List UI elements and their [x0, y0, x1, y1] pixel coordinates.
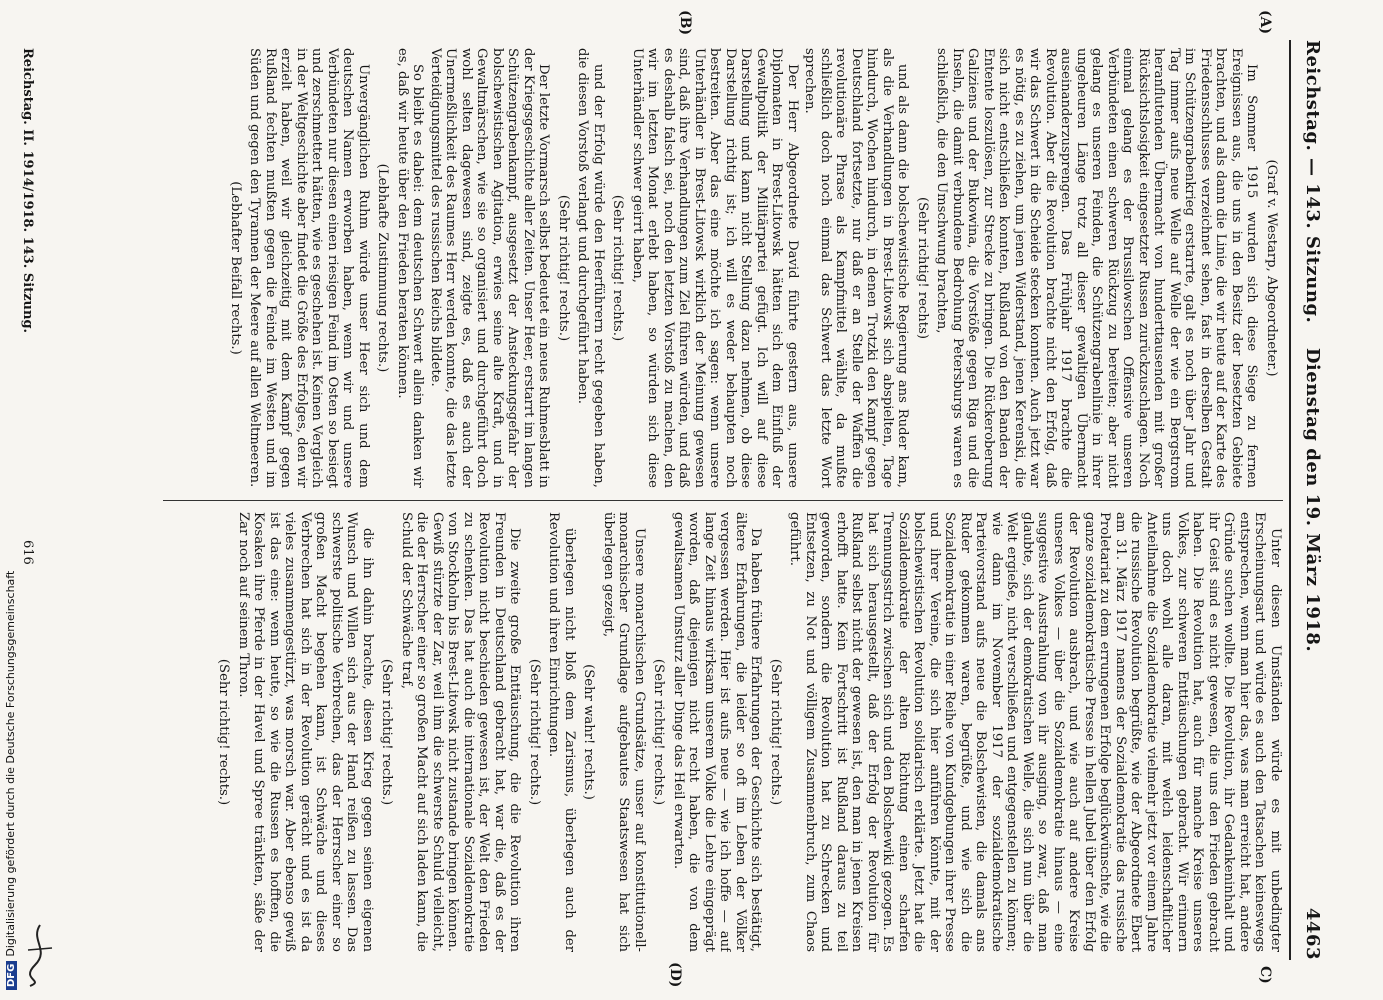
footer-left: Reichstag. II. 1914/1918. 143. Sitzung.: [20, 48, 35, 334]
paragraph: Die zweite große Enttäuschung, die die Revolution ihren Freunden in Deutschland gebracht hat, war die, daß es der Revolution nicht beschieden gewesen ist, der Welt den Frieden zu schenken. Das hat auch die internationale Sozialdemokratie von Stockholm bis Brest-Litowsk nicht zustande bringen können. Gewiß stürzte der Zar, weil ihm die schwerste Schuld vielleicht, die der Herrscher einer so großen Macht auf sich laden kann, die Schuld der Schwäche traf,: [399, 512, 523, 952]
handwritten-mark-icon: [20, 920, 60, 990]
interjection: (Lebhafte Zustimmung rechts.): [375, 163, 391, 373]
dfg-logo: DFG: [6, 961, 17, 990]
interjection: (Sehr richtig! rechts.): [556, 194, 571, 342]
column-divider: [163, 500, 1283, 501]
paragraph: Unsere monarchischen Grundsätze, unser auf konstitutionell-monarchischer Grundlage aufgebautes Staatswesen hat sich überlegen gezeigt,: [601, 512, 647, 952]
paragraph: Der letzte Vormarsch selbst bedeutet ein neues Ruhmesblatt in der Kriegsgeschichte aller Zeiten. Unser Heer, erstarrt im langen Schützengrabenkampf, ausgesetzt der Ansteckungsgefahr der bolschewistischen Agitation, erwies seine alte Kraft, und in Gewaltmärschen, wie sie so organisiert und durchgeführt doch wohl selten dagewesen sind, zeigte es, daß es auch der Unermeßlichkeit des Raumes Herr werden konnte, die das letzte Verteidigungsmittel des russischen Reichs bildete.: [428, 48, 552, 488]
paragraph: Unter diesen Umständen würde es mit unbedingter Erscheinungsart und würde es auch den Tatsachen keineswegs entsprechen, wenn man hier das, was man erreicht hat, andere Gründe suchen wollte. Die Revolution, ihr Gedankeninhalt und ihr Geist sind es nicht gewesen, die uns den Frieden gebracht haben. Die Revolution hat, auch für manche Kreise unseres Volkes, zur schweren Enttäuschungen gebracht. Wir erinnern uns doch wohl alle daran, mit welch leidenschaftlicher Anteilnahme die Sozialdemokratie vielmehr jetzt vor einem Jahre die russische Revolution begrüßte, wie der Abgeordnete Ebert am 31. März 1917 namens der Sozialdemokratie das russische Proletariat zu dem errungenen Erfolge beglückwünschte, wie die ganze sozialdemokratische Presse in hellen Jubel über den Erfolg der Revolution ausbrach, und wie auch auf andere Kreise unseres Volkes — über die Sozialdemokratie hinaus — eine suggestive Ausstrahlung von ihr ausging, so zwar, daß man glaubte, sich der demokratischen Welle, die sich nun über die Welt ergieße, nicht verschließen und entgegenstellen zu können; wie dann im November 1917 der sozialdemokratische Parteivorstand aufs neue die Bolschewisten, die damals ans Ruder gekommen waren, begrüßte, und wie sich die Sozialdemokratie in einer Reihe von Kundgebungen ihrer Presse und ihrer Vereine, die sich hier anführen könnte, mit der bolschewistischen Revolution solidarisch erklärte. Jetzt hat die Sozialdemokratie der alten Richtung einen scharfen Trennungsstrich zwischen sich und den Bolschewiki gezogen. Es hat sich herausgestellt, daß der Erfolg der Revolution für Rußland selbst nicht der gewesen ist, den man in jenen Kreisen erhofft hatte. Kein Fortschritt ist Rußland daraus zu teil geworden, sondern die Revolution hat zu Schrecken und Entsetzen, zu Not und völligem Zusammenbruch, zum Chaos geführt.: [787, 512, 1283, 952]
paragraph: Im Sommer 1915 wurden sich diese Siege zu fernen Ereignissen aus, die uns in den Besitz der besetzten Gebiete brachten, und als dann die Linie, die wir heute auf der Karte des Friedensschlusses verzeichnet sehen, fast in derselben Gestalt im Schützengrabenkrieg erstarrte, galt es noch über Jahr und Tag immer aufs neue Welle auf Welle der wie ein Bergstrom heranflutenden Übermacht von hunderttausenden mit großer Rücksichtslosigkeit eingesetzter Russen zurückzuschlagen. Noch einmal gelang es der Brussilowschen Offensive unseren Verbündeten einen schweren Rückzug zu bereiten; aber nicht gelang es unseren Feinden, die Schützengrabenlinie in ihrer ungeheuren Länge trotz all dieser gewaltigen Übermacht auseinanderzusprengen. Das Frühjahr 1917 brachte die Revolution. Aber die Revolution brachte nicht den Erfolg, daß wir das Schwert in die Scheide stecken konnten. Auch jetzt war es nötig, es zu ziehen, um jenen Widerstand, jenen Kerenski, die sich nicht entschließen konnten, Rußland von den Banden der Entente loszulösen, zur Strecke zu bringen. Die Rückeroberung Galiziens und der Bukowina, die Vorstöße gegen Riga und die Inseln, die damit verbundene Bedrohung Petersburgs waren es schließlich, die den Umschwung brachten,: [934, 48, 1260, 488]
digitization-credit: [4, 0, 24, 990]
interjection: (Sehr wahr! rechts.): [581, 664, 597, 800]
interjection: (Sehr richtig! rechts.): [527, 658, 542, 806]
paragraph: und der Erfolg würde den Heerführern recht gegeben haben, die diesen Vorstoß verlangt und durchgeführt haben.: [575, 48, 606, 488]
paragraph: und als dann die bolschewistische Regierung ans Ruder kam, als die Verhandlungen in Brest-Litowsk sich abspielten, Tage hindurch, Wochen hindurch, in denen Trotzki den Kampf gegen Deutschland fortsetzte, nur daß er an Stelle der Waffen die revolutionäre Phrase als Kampfmittel wählte, da mußte schließlich doch noch einmal das Schwert das letzte Wort sprechen.: [802, 48, 911, 488]
interjection: (Sehr richtig! rechts): [915, 196, 930, 340]
margin-marker-c: C): [1257, 966, 1273, 984]
header-rule: [1289, 40, 1291, 960]
paragraph: überlegen nicht bloß dem Zarismus, überlegen auch der Revolution und ihren Einrichtungen.: [546, 512, 577, 952]
margin-marker-d: (D): [667, 962, 683, 988]
margin-marker-a: (A): [1257, 10, 1273, 35]
page-number: 4463: [1302, 907, 1323, 960]
margin-marker-b: (B): [677, 10, 693, 36]
left-column: [43, 48, 1283, 488]
interjection: (Lebhafter Beifall rechts.): [228, 181, 243, 355]
credit-text: Digitalisierung gefördert durch die Deutsche Forschungsgemeinschaft: [4, 570, 17, 957]
right-column: [43, 512, 1283, 952]
paragraph: Der Herr Abgeordnete David führte gestern aus, unsere Diplomaten in Brest-Litowsk hätten sich dem Einfluß der Gewaltpolitik der Militärpartei gefügt. Ich will auf diese Darstellung und kann nicht Stellung dazu nehmen, ob diese Darstellung richtig ist; ich will es weder behaupten noch bestreiten. Aber das eine möchte ich sagen: wenn unsere Unterhändler in Brest-Litowsk wirklich der Meinung gewesen sind, daß ihre Verhandlungen zum Ziel führen würden, und daß es deshalb falsch sei, noch den letzten Vorstoß zu machen, den wir im letzten Monat erlebt haben, so würden sich diese Unterhändler schwer geirrt haben,: [630, 48, 800, 488]
page-header: [1295, 40, 1323, 960]
paragraph: So bleibt es dabei: dem deutschen Schwert allein danken wir es, daß wir heute über den Frieden beraten können.: [395, 48, 426, 488]
speaker-label: (Graf v. Westarp, Abgeordneter.): [1264, 159, 1279, 377]
interjection: (Sehr richtig! rechts.): [216, 658, 232, 806]
header-center: Dienstag den 19. März 1918.: [1302, 347, 1323, 653]
interjection: (Sehr richtig! rechts.): [610, 194, 626, 342]
interjection: (Sehr richtig! rechts.): [768, 658, 783, 806]
paragraph: die ihn dahin brachte, diesen Krieg gegen seinen eigenen Wunsch und Willen sich aus der Hand reißen zu lassen. Das schwerste politische Verbrechen, das der Herrscher einer so großen Macht begehen kann, ist Schwäche und dieses Verbrechen hat sich in der Revolution gerächt und es ist da vieles zusammengestürzt, was morsch war. Aber ebenso gewiß ist das eine: wenn heute, so wie die Russen es hofften, die Kosaken ihre Pferde in der Havel und Spree tränkten, säße der Zar noch auf seinem Thron.: [236, 512, 375, 952]
paragraph: Da haben frühere Erfahrungen der Geschichte sich bestätigt, ältere Erfahrungen, die leider so oft im Leben der Völker vergessen werden. Hier ist aufs neue — wie ich hoffe — auf lange Zeit hinaus wirksam unserem Volke die Lehre eingeprägt worden, daß diejenigen nicht recht haben, die von dem gewaltsamen Umsturz aller Dinge das Heil erwarten.: [671, 512, 764, 952]
header-left: Reichstag. — 143. Sitzung.: [1302, 40, 1323, 324]
interjection: (Sehr richtig! rechts.): [379, 658, 395, 806]
paragraph: Unvergänglichen Ruhm würde unser Heer sich und dem deutschen Namen erworben haben, wenn wir und unsere Verbündeten nur diesen einen riesigen Feind im Osten so besiegt und zerschmettert hätten, wie es geschehen ist. Keinen Vergleich in der Weltgeschichte aber findet die Größe des Erfolges, den wir erzielt haben, weil wir gleichzeitig mit dem Kampf gegen Rußland fechten mußten gegen die Feinde im Westen und im Süden und gegen den Tyrannen der Meere auf allen Weltmeeren.: [247, 48, 371, 488]
interjection: (Sehr richtig! rechts.): [651, 658, 667, 806]
footer-page-number: 616: [20, 540, 35, 565]
